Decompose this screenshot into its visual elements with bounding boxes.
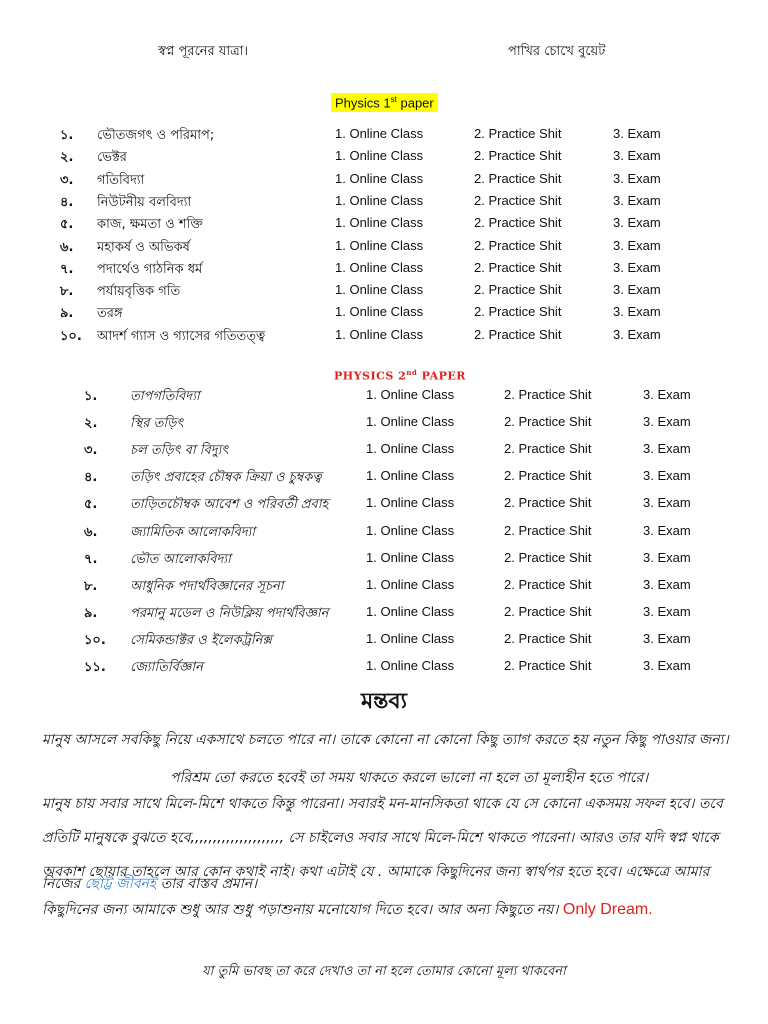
row-number: ১১. [84, 660, 106, 675]
exam-label: 3. Exam [613, 148, 661, 164]
paper2-title [0, 368, 768, 383]
header-right-title: পাখির চোখে বুয়েট [508, 44, 606, 59]
practice-shit-label: 2. Practice Shit [474, 126, 562, 141]
online-class-label: 1. Online Class [366, 603, 455, 619]
row-number: ১. [84, 389, 98, 404]
exam-label: 3. Exam [613, 259, 661, 275]
exam-label: 3. Exam [613, 192, 661, 208]
row-topic: পদার্থেও গাঠনিক ধর্ম [97, 261, 203, 277]
row-number: ৮. [84, 578, 98, 594]
table-row [0, 631, 768, 653]
row-number: ৯. [60, 306, 74, 322]
practice-shit-label: 2. Practice Shit [474, 215, 562, 231]
comment-line-7-text: কিছুদিনের জন্য আমাকে শুধু আর শুধু পড়াশুনায় মনোযোগ দিতে হবে। আর অন্য কিছুতে নয়। [42, 902, 559, 918]
row-topic: ভেক্টর [97, 150, 127, 166]
row-topic: গতিবিদ্যা [97, 172, 145, 188]
row-topic: আদর্শ গ্যাস ও গ্যাসের গতিতত্ত্ব [97, 328, 266, 344]
row-number: ৬. [84, 524, 98, 540]
row-number: ১০. [84, 632, 106, 648]
row-number: ৪. [60, 194, 74, 210]
exam-label: 3. Exam [613, 282, 661, 298]
exam-label: 3. Exam [613, 215, 661, 231]
row-topic: আধুনিক পদার্থবিজ্ঞানের সূচনা [130, 578, 284, 594]
online-class-label: 1. Online Class [366, 522, 455, 538]
comment-line-6-highlight: ছোট্ট জীবনই [84, 876, 157, 892]
table-row [0, 468, 768, 490]
row-number: ১০. [60, 328, 82, 344]
online-class-label: 1. Online Class [366, 658, 455, 673]
online-class-label: 1. Online Class [335, 148, 424, 164]
online-class-label: 1. Online Class [366, 414, 455, 430]
row-topic: চল তড়িৎ বা বিদ্যুৎ [130, 443, 229, 459]
row-number: ৭. [84, 551, 98, 567]
exam-label: 3. Exam [643, 630, 691, 646]
paper1-title-sup: st [390, 95, 397, 104]
online-class-label: 1. Online Class [335, 304, 424, 320]
practice-shit-label: 2. Practice Shit [474, 170, 562, 186]
row-topic: কাজ, ক্ষমতা ও শক্তি [97, 217, 203, 233]
paper2-title-suffix: PAPER [417, 369, 466, 383]
exam-label: 3. Exam [613, 126, 661, 141]
row-number: ৫. [60, 217, 74, 233]
practice-shit-label: 2. Practice Shit [474, 326, 562, 342]
table-row [0, 215, 768, 237]
only-dream-text: Only Dream. [562, 901, 653, 918]
table-row [0, 304, 768, 326]
row-topic: নিউটনীয় বলবিদ্যা [97, 194, 192, 210]
online-class-label: 1. Online Class [335, 282, 424, 298]
online-class-label: 1. Online Class [335, 237, 424, 253]
table-row [0, 495, 768, 517]
row-number: ৩. [60, 172, 74, 188]
table-row [0, 414, 768, 436]
table-row [0, 523, 768, 545]
practice-shit-label: 2. Practice Shit [504, 603, 592, 619]
online-class-label: 1. Online Class [335, 259, 424, 275]
row-topic: তড়িৎ প্রবাহের চৌম্বক ক্রিয়া ও চুম্বকত্ব [130, 470, 322, 486]
row-number: ৩. [84, 443, 98, 459]
row-number: ৬. [60, 239, 74, 255]
row-number: ৪. [84, 470, 98, 486]
table-row [0, 238, 768, 260]
row-topic: ভৌত আলোকবিদ্যা [130, 551, 231, 567]
online-class-label: 1. Online Class [366, 576, 455, 592]
table-row [0, 604, 768, 626]
practice-shit-label: 2. Practice Shit [474, 304, 562, 320]
table-row [0, 550, 768, 572]
row-topic: সেমিকন্ডাক্টর ও ইলেকট্রনিক্স [130, 632, 272, 648]
table-row [0, 658, 768, 680]
comment-heading: মন্তব্য [360, 689, 407, 714]
table-row [0, 260, 768, 282]
practice-shit-label: 2. Practice Shit [504, 549, 592, 565]
paper2-title-main: PHYSICS 2 [334, 369, 407, 383]
paper1-title-suffix: paper [396, 95, 434, 111]
comment-line-7 [42, 898, 653, 922]
practice-shit-label: 2. Practice Shit [504, 630, 592, 646]
comment-line-6-post: তার বাস্তব প্রমান। [156, 876, 258, 892]
online-class-label: 1. Online Class [366, 387, 455, 402]
practice-shit-label: 2. Practice Shit [504, 658, 592, 673]
exam-label: 3. Exam [643, 603, 691, 619]
row-topic: স্থির তড়িৎ [130, 416, 184, 432]
paper1-title-main: Physics 1 [335, 95, 391, 111]
table-row [0, 126, 768, 148]
exam-label: 3. Exam [643, 658, 691, 673]
table-row [0, 327, 768, 349]
paper2-title-sup: nd [406, 368, 418, 377]
comment-line-6 [42, 872, 257, 896]
paper1-title [331, 93, 438, 112]
practice-shit-label: 2. Practice Shit [504, 576, 592, 592]
row-topic: জ্যামিতিক আলোকবিদ্যা [130, 524, 256, 540]
row-topic: মহাকর্ষ ও অভিকর্ষ [97, 239, 190, 255]
practice-shit-label: 2. Practice Shit [474, 148, 562, 164]
exam-label: 3. Exam [643, 468, 691, 484]
practice-shit-label: 2. Practice Shit [474, 237, 562, 253]
online-class-label: 1. Online Class [366, 441, 455, 457]
row-topic: তাপগতিবিদ্যা [130, 389, 200, 404]
table-row [0, 577, 768, 599]
online-class-label: 1. Online Class [335, 126, 424, 141]
footer-quote: যা তুমি ভাবছ তা করে দেখাও তা না হলে তোমার কোনো মূল্য থাকবেনা [202, 964, 566, 979]
row-topic: পর্যায়বৃত্তিক গতি [97, 284, 181, 300]
practice-shit-label: 2. Practice Shit [504, 441, 592, 457]
row-topic: পরমানু মডেল ও নিউক্লিয় পদার্থবিজ্ঞান [130, 605, 329, 621]
practice-shit-label: 2. Practice Shit [504, 414, 592, 430]
exam-label: 3. Exam [613, 304, 661, 320]
table-row [0, 441, 768, 463]
practice-shit-label: 2. Practice Shit [504, 387, 592, 402]
practice-shit-label: 2. Practice Shit [474, 282, 562, 298]
table-row [0, 171, 768, 193]
online-class-label: 1. Online Class [335, 170, 424, 186]
row-number: ৮. [60, 284, 74, 300]
exam-label: 3. Exam [613, 237, 661, 253]
exam-label: 3. Exam [643, 495, 691, 511]
exam-label: 3. Exam [613, 170, 661, 186]
row-number: ২. [60, 150, 74, 166]
practice-shit-label: 2. Practice Shit [474, 192, 562, 208]
table-row [0, 387, 768, 409]
exam-label: 3. Exam [643, 576, 691, 592]
row-topic: ভৌতজগৎ ও পরিমাপ; [97, 128, 215, 143]
online-class-label: 1. Online Class [335, 215, 424, 231]
row-topic: তাড়িতচৌম্বক আবেশ ও পরিবর্তী প্রবাহ [130, 497, 329, 513]
exam-label: 3. Exam [643, 441, 691, 457]
comment-line-5: অবকাশ ছোয়ার তাহলে আর কোন কথাই নাই। কথা এটাই যে . আমাকে কিছুদিনের জন্য স্বার্থপর হতে হবে। এক্ষেত্রে আমার [42, 864, 710, 880]
exam-label: 3. Exam [643, 387, 691, 402]
online-class-label: 1. Online Class [366, 630, 455, 646]
exam-label: 3. Exam [613, 326, 661, 342]
online-class-label: 1. Online Class [366, 468, 455, 484]
row-number: ৯. [84, 605, 98, 621]
row-number: ১. [60, 128, 74, 143]
row-number: ২. [84, 416, 98, 432]
practice-shit-label: 2. Practice Shit [504, 522, 592, 538]
practice-shit-label: 2. Practice Shit [504, 468, 592, 484]
exam-label: 3. Exam [643, 549, 691, 565]
table-row [0, 148, 768, 170]
online-class-label: 1. Online Class [366, 495, 455, 511]
comment-line-4: প্রতিটি মানুষকে বুঝতে হবে,,,,,,,,,,,,,,,,,,,,, সে চাইলেও সবার সাথে মিলে-মিশে থাকতে পারেনা। আরও তার যদি স্বপ্ন থাকে [42, 830, 719, 846]
comment-line-3: মানুষ চায় সবার সাথে মিলে-মিশে থাকতে কিন্তু পারেনা। সবারই মন-মানসিকতা থাকে যে সে কোনো একসময় সফল হবে। তবে [42, 796, 723, 812]
comment-line-1: মানুষ আসলে সবকিছু নিয়ে একসাথে চলতে পারে না। তাকে কোনো না কোনো কিছু ত্যাগ করতে হয় নতুন কিছু পাওয়ার জন্য। [42, 732, 729, 748]
row-number: ৫. [84, 497, 98, 513]
header-left-title: স্বপ্ন পূরনের যাত্রা। [158, 44, 249, 59]
row-number: ৭. [60, 261, 74, 277]
table-row [0, 282, 768, 304]
exam-label: 3. Exam [643, 414, 691, 430]
online-class-label: 1. Online Class [335, 192, 424, 208]
table-row [0, 193, 768, 215]
practice-shit-label: 2. Practice Shit [474, 259, 562, 275]
comment-line-2: পরিশ্রম তো করতে হবেই তা সময় থাকতে করলে ভালো না হলে তা মূল্যহীন হতে পারে। [170, 770, 649, 786]
exam-label: 3. Exam [643, 522, 691, 538]
online-class-label: 1. Online Class [366, 549, 455, 565]
row-topic: জ্যোতির্বিজ্ঞান [130, 660, 203, 675]
row-topic: তরঙ্গ [97, 306, 123, 322]
online-class-label: 1. Online Class [335, 326, 424, 342]
comment-line-6-pre: নিজের [42, 876, 85, 892]
practice-shit-label: 2. Practice Shit [504, 495, 592, 511]
